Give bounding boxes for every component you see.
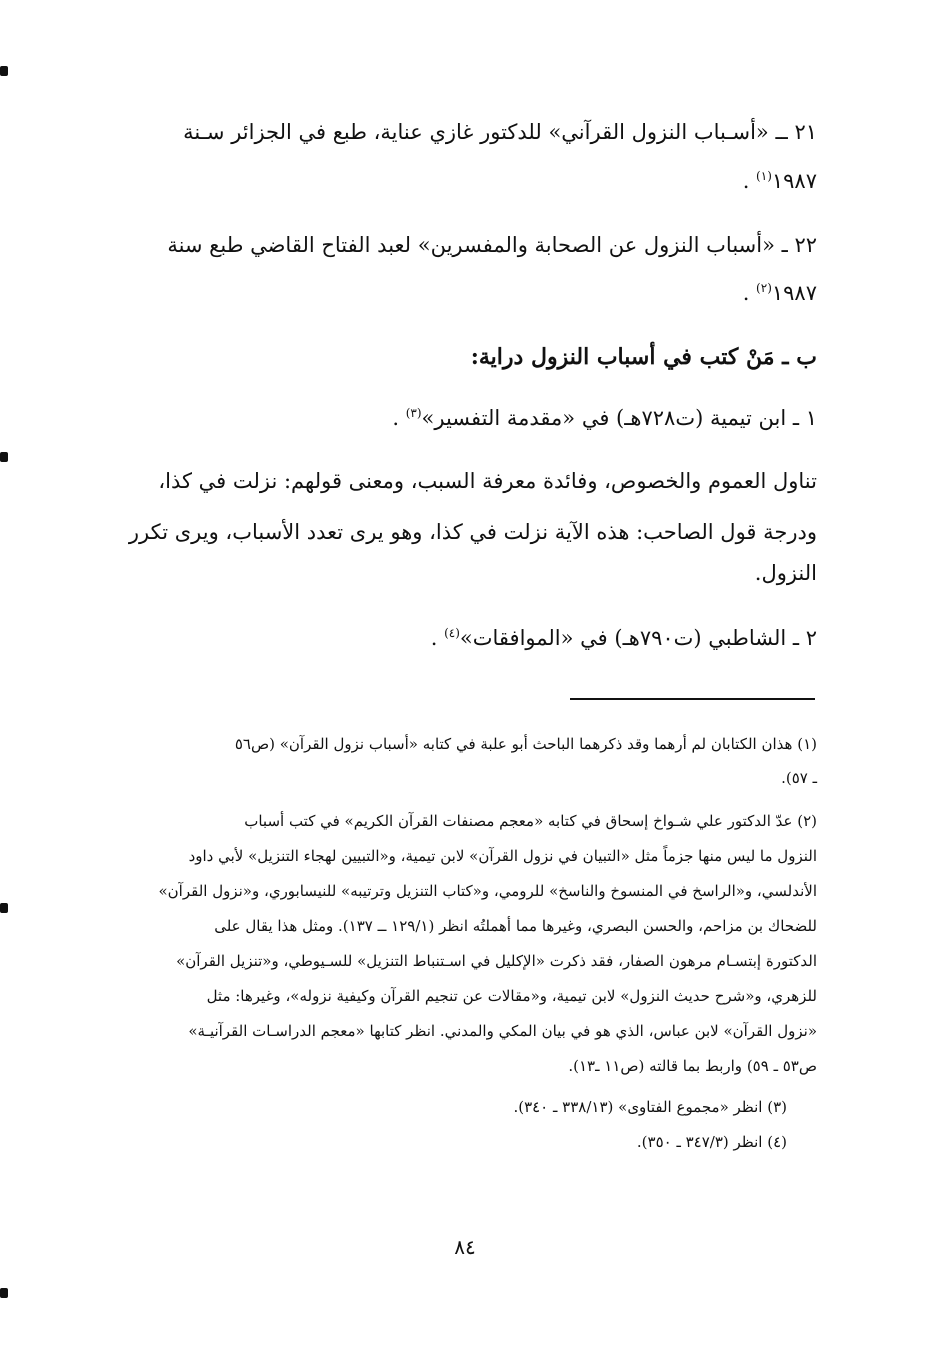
list-item-ibn-taymiyya: ١ ـ ابن تيمية (ت٧٢٨هـ) في «مقدمة التفسير»$^{(٣)}$ . xyxy=(392,406,817,430)
page-number: ٨٤ xyxy=(454,1235,476,1259)
scan-margin-mark xyxy=(0,66,8,76)
footnote-2-line: «نزول القرآن» لابن عباس، الذي هو في بيان المكي والمدني. انظر كتابها «معجم الدراسـات القرآنيـة» xyxy=(188,1022,817,1040)
list-item-21-end: ١٩٨٧$^{(١)}$ . xyxy=(742,169,817,193)
scan-margin-mark xyxy=(0,452,8,462)
list-item-22: ٢٢ ـ «أسباب النزول عن الصحابة والمفسرين» لعبد الفتاح القاضي طبع سنة xyxy=(167,233,817,257)
footnote-separator xyxy=(570,698,815,700)
footnote-ref: (١) xyxy=(756,169,772,183)
footnote-2-line: للضحاك بن مزاحم، والحسن البصري، وغيرها مما أهملتُه انظر (١٢٩/١ ــ ١٣٧). ومثل هذا يقال على xyxy=(214,917,817,935)
footnote-2-line: النزول ما ليس منها جزماً مثل «التبيان في نزول القرآن» لابن تيمية، و«التبيين لهجاء التنزيل» لأبي داود xyxy=(188,847,817,865)
footnote-4: (٤) انظر (٣٤٧/٣ ـ ٣٥٠). xyxy=(636,1133,787,1151)
footnote-1: (١) هذان الكتابان لم أرهما وقد ذكرهما الباحث أبو علبة في كتابه «أسباب نزول القرآن» (ص٥٦ xyxy=(234,735,817,753)
paragraph-line: ودرجة قول الصاحب: هذه الآية نزلت في كذا، وهو يرى تعدد الأسباب، ويرى تكرر xyxy=(128,520,817,544)
scan-margin-mark xyxy=(0,903,8,913)
paragraph-line: تناول العموم والخصوص، وفائدة معرفة السبب، ومعنى قولهم: نزلت في كذا، xyxy=(158,469,817,493)
paragraph-line: النزول. xyxy=(754,561,817,585)
footnote-2-line: للزهري، و«شرح حديث النزول» لابن تيمية، و«مقالات عن تنجيم القرآن وكيفية نزوله»، وغيرها: مثل xyxy=(206,987,817,1005)
footnote-ref: (٢) xyxy=(756,281,772,295)
footnote-ref: (٣) xyxy=(405,406,422,420)
list-item-shatibi: ٢ ـ الشاطبي (ت٧٩٠هـ) في «الموافقات»$^{(٤)}$ . xyxy=(430,626,817,650)
footnote-2-line: الأندلسي، و«الراسخ في المنسوخ والناسخ» للرومي، و«كتاب التنزيل وترتيبه» للنيسابوري، و«نزول القرآن» xyxy=(158,882,817,900)
footnote-2: (٢) عدّ الدكتور علي شـواخ إسحاق في كتابه «معجم مصنفات القرآن الكريم» في كتب أسباب xyxy=(244,812,817,830)
list-item-22-end: ١٩٨٧$^{(٢)}$ . xyxy=(742,281,817,305)
footnote-2-line: الدكتورة إبتسـام مرهون الصفار، فقد ذكرت «الإكليل في اسـتنباط التنزيل» للسـيوطي، و«تنزيل القرآن» xyxy=(176,952,817,970)
footnote-2-line: ص٥٣ ـ ٥٩) واربط بما قالته (ص١١ ـ١٣). xyxy=(568,1057,817,1075)
footnote-ref: (٤) xyxy=(444,626,460,640)
section-heading: ب ـ مَنْ كتب في أسباب النزول دراية: xyxy=(470,344,817,370)
footnote-3: (٣) انظر «مجموع الفتاوى» (٣٣٨/١٣ ـ ٣٤٠). xyxy=(513,1098,787,1116)
footnote-1-end: ـ ٥٧). xyxy=(781,769,817,787)
list-item-21: ٢١ ــ «أسـباب النزول القرآني» للدكتور غازي عناية، طبع في الجزائر سـنة xyxy=(183,120,817,144)
scan-margin-mark xyxy=(0,1288,8,1298)
